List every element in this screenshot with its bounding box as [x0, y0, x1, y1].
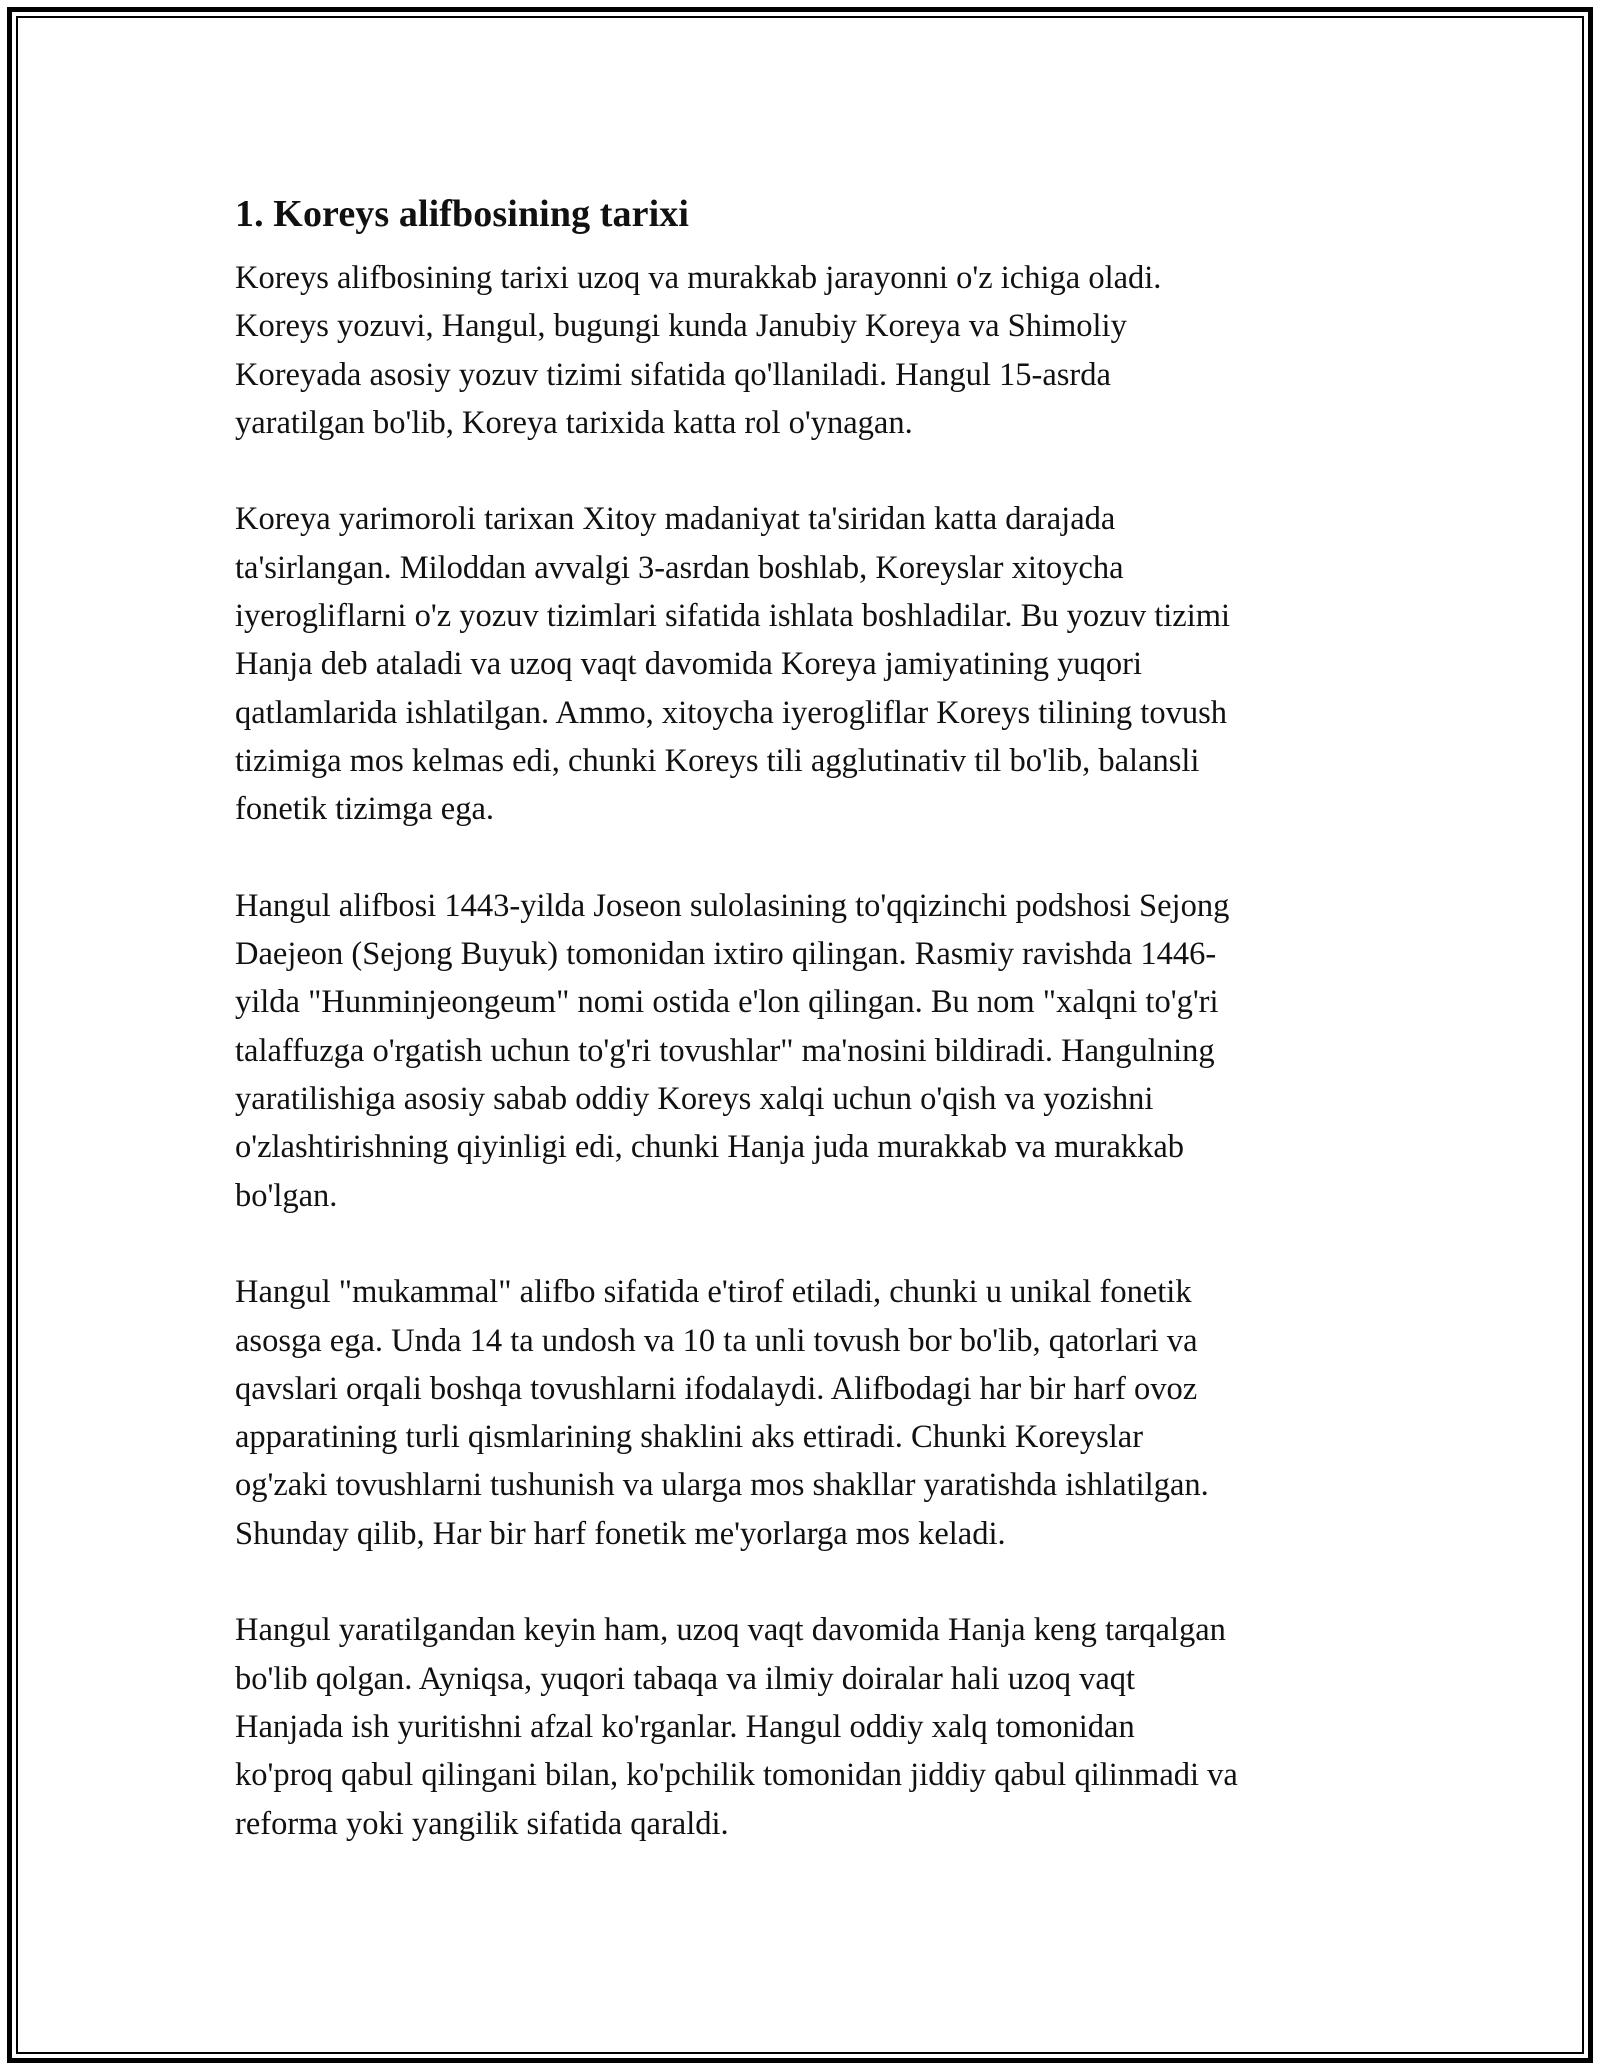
text-line: bo'lgan. [235, 1177, 338, 1214]
paragraph-5 [235, 1606, 1375, 1847]
text-line: Koreya yarimoroli tarixan Xitoy madaniyat ta'siridan katta darajada [235, 501, 1116, 538]
text-line: fonetik tizimga ega. [235, 791, 495, 828]
text-line: ta'sirlangan. Miloddan avvalgi 3-asrdan boshlab, Koreyslar xitoycha [235, 549, 1124, 586]
document-body [235, 180, 1375, 1896]
text-line: iyerogliflarni o'z yozuv tizimlari sifatida ishlata boshladilar. Bu yozuv tizimi [235, 598, 1231, 635]
text-line: Koreyada asosiy yozuv tizimi sifatida qo'llaniladi. Hangul 15-asrda [235, 356, 1111, 393]
text-line: Hanja deb ataladi va uzoq vaqt davomida Koreya jamiyatining yuqori [235, 646, 1143, 683]
text-line: Daejeon (Sejong Buyuk) tomonidan ixtiro qilingan. Rasmiy ravishda 1446- [235, 936, 1217, 973]
text-line: yaratilishiga asosiy sabab oddiy Koreys xalqi uchun o'qish va yozishni [235, 1081, 1154, 1118]
text-line: Hangul alifbosi 1443-yilda Joseon sulolasining to'qqizinchi podshosi Sejong [235, 887, 1230, 924]
text-line: ko'proq qabul qilingani bilan, ko'pchilik tomonidan jiddiy qabul qilinmadi va [235, 1757, 1238, 1794]
paragraph-3 [235, 882, 1375, 1220]
paragraph-4 [235, 1268, 1375, 1558]
text-line: yaratilgan bo'lib, Koreya tarixida katta rol o'ynagan. [235, 404, 913, 441]
text-line: og'zaki tovushlarni tushunish va ularga mos shakllar yaratishda ishlatilgan. [235, 1467, 1209, 1504]
paragraph-1 [235, 254, 1375, 447]
text-line: talaffuzga o'rgatish uchun to'g'ri tovushlar" ma'nosini bildiradi. Hangulning [235, 1032, 1215, 1069]
text-line: apparatining turli qismlarining shaklini aks ettiradi. Chunki Koreyslar [235, 1419, 1144, 1456]
text-line: reforma yoki yangilik sifatida qaraldi. [235, 1805, 729, 1842]
section-title: 1. Koreys alifbosining tarixi [235, 193, 690, 235]
text-line: Koreys alifbosining tarixi uzoq va murakkab jarayonni o'z ichiga oladi. [235, 260, 1162, 296]
text-line: bo'lib qolgan. Ayniqsa, yuqori tabaqa va ilmiy doiralar hali uzoq vaqt [235, 1660, 1136, 1697]
text-line: Hanjada ish yuritishni afzal ko'rganlar. Hangul oddiy xalq tomonidan [235, 1708, 1135, 1745]
paragraph-2 [235, 495, 1375, 833]
text-line: Hangul yaratilgandan keyin ham, uzoq vaqt davomida Hanja keng tarqalgan [235, 1612, 1226, 1649]
text-line: o'zlashtirishning qiyinligi edi, chunki Hanja juda murakkab va murakkab [235, 1129, 1185, 1166]
text-line: qatlamlarida ishlatilgan. Ammo, xitoycha iyerogliflar Koreys tilining tovush [235, 694, 1227, 731]
text-line: Shunday qilib, Har bir harf fonetik me'yorlarga mos keladi. [235, 1515, 1006, 1552]
text-line: yilda "Hunminjeongeum" nomi ostida e'lon qilingan. Bu nom "xalqni to'g'ri [235, 984, 1219, 1021]
text-line: Hangul "mukammal" alifbo sifatida e'tirof etiladi, chunki u unikal fonetik [235, 1274, 1192, 1311]
text-line: qavslari orqali boshqa tovushlarni ifodalaydi. Alifbodagi har bir harf ovoz [235, 1370, 1198, 1407]
text-line: Koreys yozuvi, Hangul, bugungi kunda Janubiy Koreya va Shimoliy [235, 308, 1127, 345]
text-line: asosga ega. Unda 14 ta undosh va 10 ta unli tovush bor bo'lib, qatorlari va [235, 1322, 1198, 1359]
text-line: tizimiga mos kelmas edi, chunki Koreys tili agglutinativ til bo'lib, balansli [235, 742, 1200, 779]
